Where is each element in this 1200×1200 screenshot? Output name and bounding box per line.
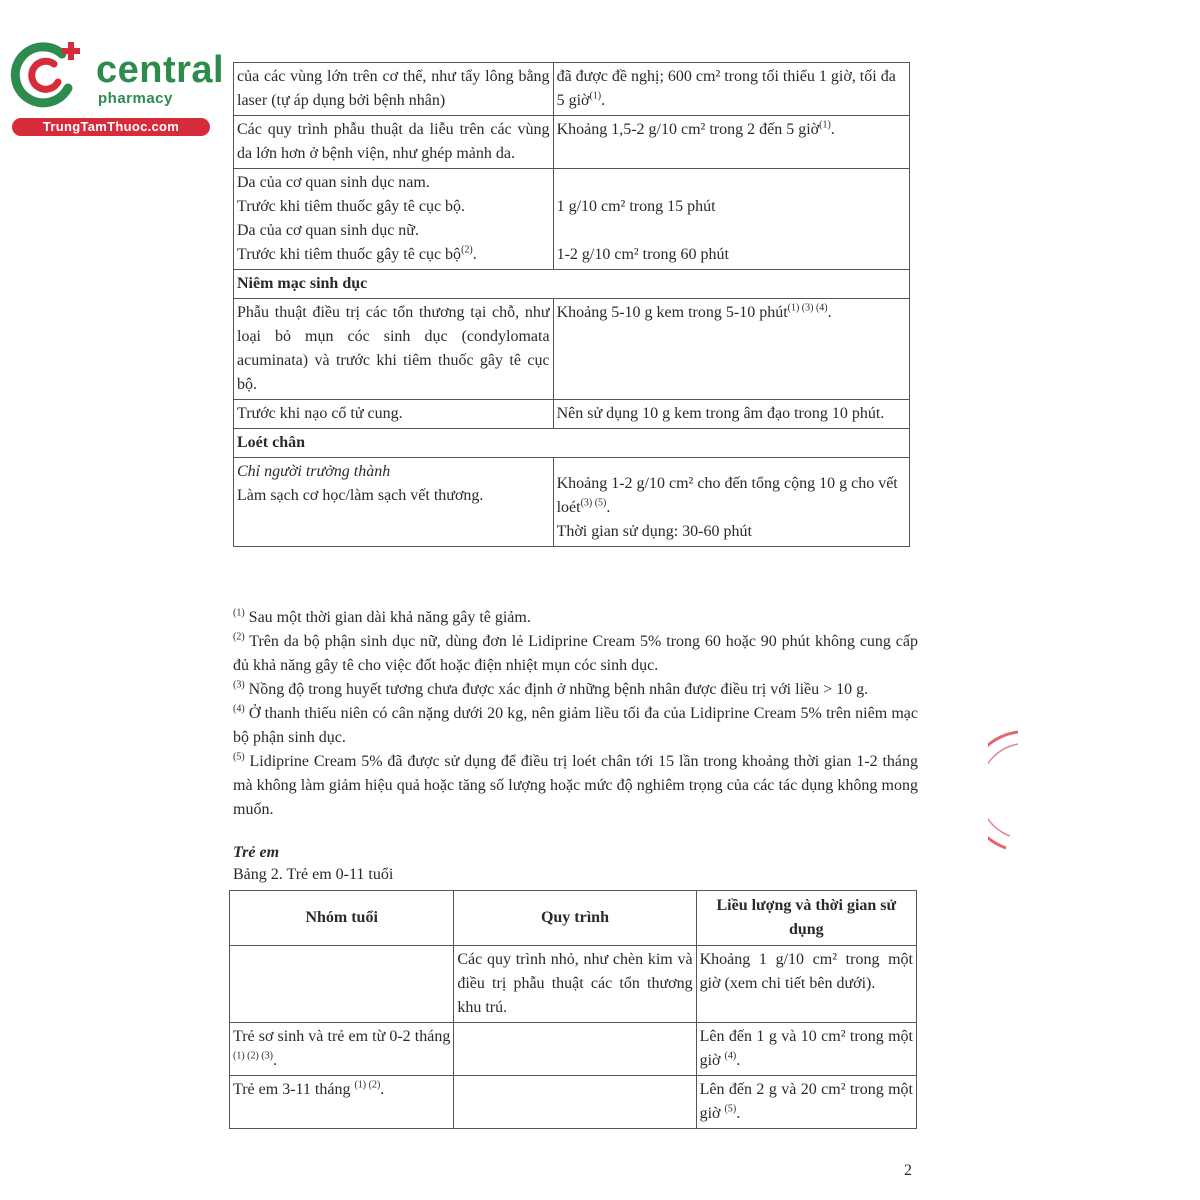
table-row	[234, 63, 910, 116]
table-row	[234, 299, 910, 400]
central-pharmacy-logo[interactable]	[10, 36, 225, 136]
section-heading: Loét chân	[234, 429, 910, 458]
column-header: Nhóm tuổi	[230, 891, 454, 946]
table-cell: Trước khi nạo cổ tử cung.	[234, 400, 554, 429]
footnote: $^{(4)}$ Ở thanh thiếu niên có cân nặng dưới 20 kg, nên giảm liều tối đa của Lidiprine Cream 5% trên niêm mạc bộ phận sinh dục.	[233, 703, 919, 746]
page-number: 2	[904, 1162, 912, 1179]
table-cell: Da của cơ quan sinh dục nam. Trước khi tiêm thuốc gây tê cục bộ. Da của cơ quan sinh dục nữ. Trước khi tiêm thuốc gây tê cục bộ$^{(2)}$.	[234, 169, 554, 270]
column-header: Liều lượng và thời gian sử dụng	[696, 891, 916, 946]
table-cell: Lên đến 1 g và 10 cm² trong một giờ $^{(4)}$.	[696, 1023, 916, 1076]
table-cell: đã được đề nghị; 600 cm² trong tối thiểu 1 giờ, tối đa 5 giờ$^{(1)}$.	[553, 63, 909, 116]
table-cell: Trẻ sơ sinh và trẻ em từ 0-2 tháng $^{(1) (2) (3)}$.	[230, 1023, 454, 1076]
footnote: $^{(1)}$ Sau một thời gian dài khả năng gây tê giảm.	[233, 607, 531, 626]
column-header: Quy trình	[454, 891, 696, 946]
table-cell: 1 g/10 cm² trong 15 phút 1-2 g/10 cm² trong 60 phút	[553, 169, 909, 270]
table-cell: Lên đến 2 g và 20 cm² trong một giờ $^{(5)}$.	[696, 1076, 916, 1129]
table-cell: Các quy trình nhỏ, như chèn kim và điều trị phẫu thuật các tổn thương khu trú.	[454, 946, 696, 1023]
table-cell: Khoảng 1 g/10 cm² trong một giờ (xem chi tiết bên dưới).	[696, 946, 916, 1023]
table-cell: Chỉ người trưởng thành Làm sạch cơ học/làm sạch vết thương.	[234, 458, 554, 547]
table-cell: Nên sử dụng 10 g kem trong âm đạo trong 10 phút.	[553, 400, 909, 429]
table-row	[234, 458, 910, 547]
red-stamp-icon	[988, 730, 1018, 850]
logo-subtitle: pharmacy	[98, 90, 173, 107]
table-header-row	[230, 891, 917, 946]
footnotes	[233, 606, 918, 822]
dosage-table-adults	[233, 62, 910, 547]
table-cell	[454, 1076, 696, 1129]
section-heading: Niêm mạc sinh dục	[234, 270, 910, 299]
table-section-row	[234, 270, 910, 299]
footnote: $^{(2)}$ Trên da bộ phận sinh dục nữ, dùng đơn lẻ Lidiprine Cream 5% trong 60 hoặc 90 phút không cung cấp đủ khả năng gây tê cho việc đốt hoặc điện nhiệt mụn cóc sinh dục.	[233, 631, 918, 674]
table-cell	[230, 946, 454, 1023]
table-cell	[454, 1023, 696, 1076]
table-row	[230, 946, 917, 1023]
logo-wordmark: central	[96, 49, 225, 91]
table-cell: của các vùng lớn trên cơ thể, như tẩy lông bằng laser (tự áp dụng bởi bệnh nhân)	[234, 63, 554, 116]
table-cell: Khoảng 1-2 g/10 cm² cho đến tổng cộng 10 g cho vết loét$^{(3) (5)}$. Thời gian sử dụng: 30-60 phút	[553, 458, 909, 547]
table-cell: Khoảng 1,5-2 g/10 cm² trong 2 đến 5 giờ$^{(1)}$.	[553, 116, 909, 169]
table-cell: Phẫu thuật điều trị các tổn thương tại chỗ, như loại bỏ mụn cóc sinh dục (condylomata acuminata) và trước khi tiêm thuốc gây tê cục bộ.	[234, 299, 554, 400]
table-section-row	[234, 429, 910, 458]
table-row	[230, 1023, 917, 1076]
table-row	[234, 400, 910, 429]
logo-website: TrungTamThuoc.com	[12, 118, 210, 136]
dosage-table-children	[229, 890, 917, 1129]
table-row	[234, 116, 910, 169]
table-caption: Bảng 2. Trẻ em 0-11 tuổi	[233, 866, 394, 883]
table-row	[230, 1076, 917, 1129]
table-cell: Các quy trình phẫu thuật da liễu trên các vùng da lớn hơn ở bệnh viện, như ghép mảnh da.	[234, 116, 554, 169]
footnote: $^{(5)}$ Lidiprine Cream 5% đã được sử dụng để điều trị loét chân tới 15 lần trong khoảng thời gian 1-2 tháng mà không làm giảm hiệu quả hoặc tăng số lượng hoặc mức độ nghiêm trọng của các tác dụng không mong muốn.	[233, 751, 919, 818]
table-row	[234, 169, 910, 270]
logo-mark-icon	[10, 36, 92, 116]
table-cell: Trẻ em 3-11 tháng $^{(1) (2)}$.	[230, 1076, 454, 1129]
table-cell: Khoảng 5-10 g kem trong 5-10 phút$^{(1) (3) (4)}$.	[553, 299, 909, 400]
children-heading: Trẻ em	[233, 844, 280, 861]
footnote: $^{(3)}$ Nồng độ trong huyết tương chưa được xác định ở những bệnh nhân được điều trị với liều > 10 g.	[233, 679, 869, 698]
